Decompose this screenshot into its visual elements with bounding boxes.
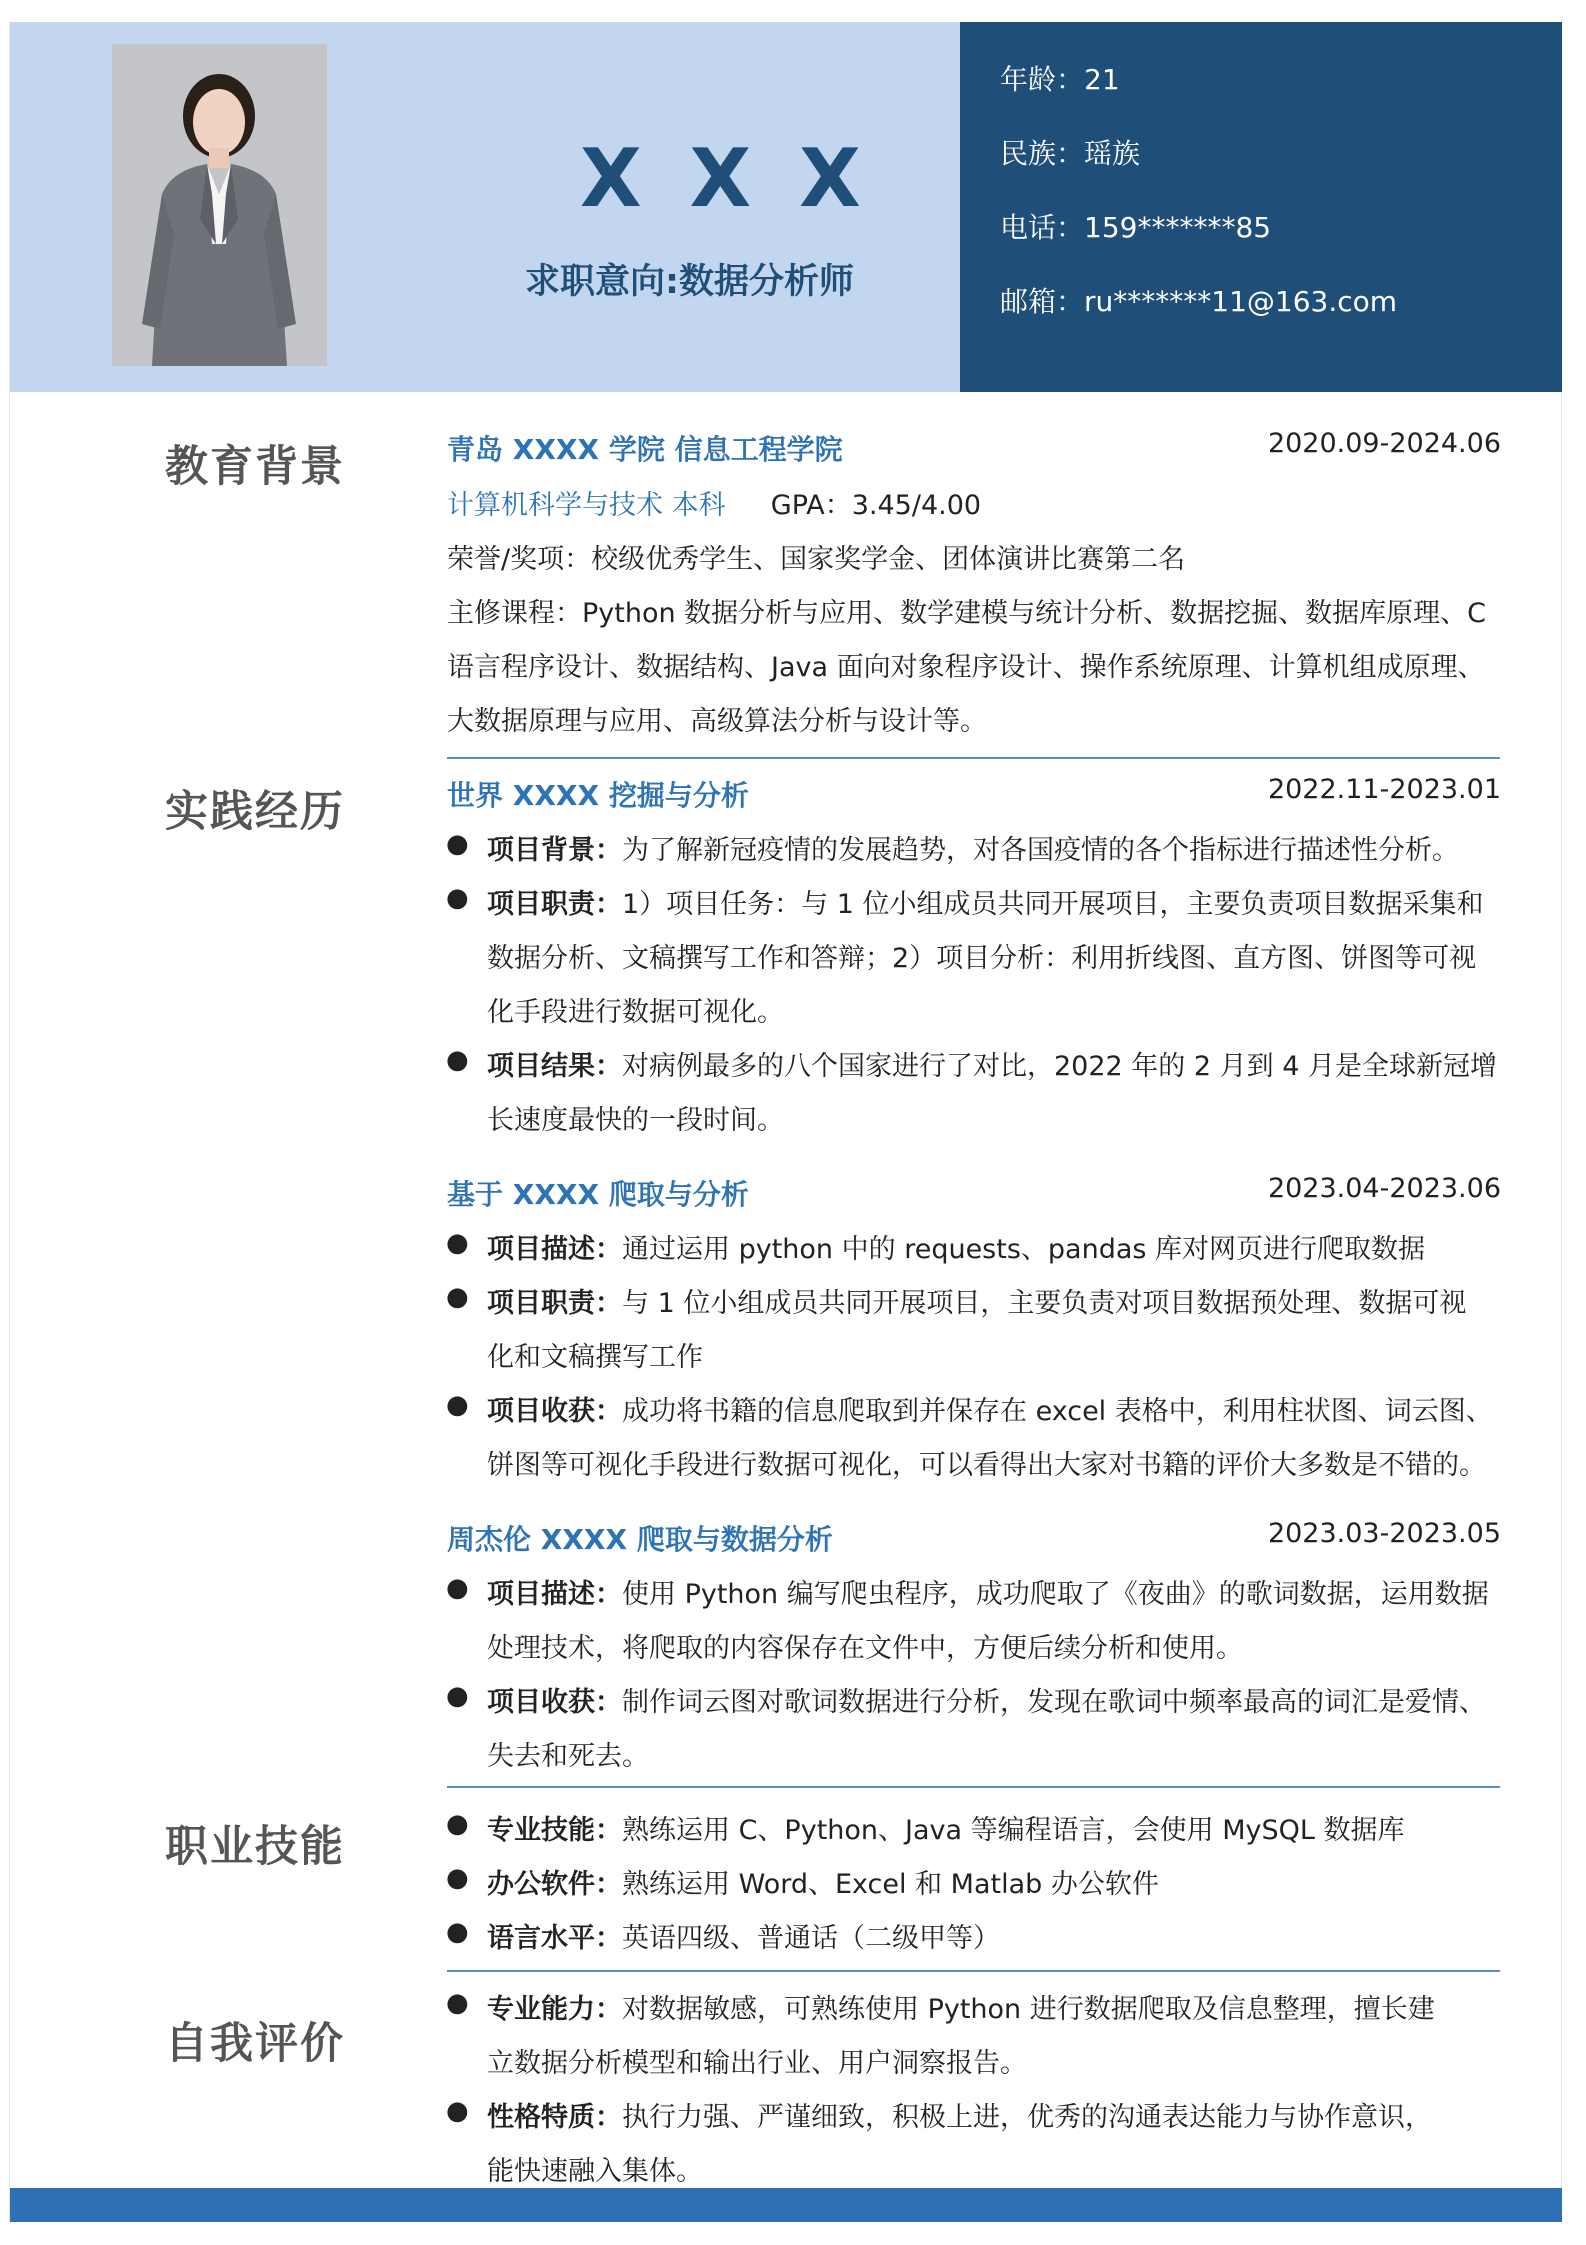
- item-text-continued: 能快速融入集体。: [487, 2156, 703, 2187]
- project-title: 基于 XXXX 爬取与分析: [447, 1178, 749, 1211]
- bullet-icon: ●: [446, 1573, 469, 1603]
- education-major: 计算机科学与技术 本科: [447, 490, 726, 521]
- item-text: 使用 Python 编写爬虫程序，成功爬取了《夜曲》的歌词数据，运用数据: [622, 1579, 1489, 1610]
- item-text-continued: 失去和死去。: [487, 1741, 649, 1772]
- section-divider: [447, 757, 1500, 759]
- item-text-continued: 立数据分析模型和输出行业、用户洞察报告。: [487, 2048, 1027, 2079]
- project-item: [487, 1389, 1493, 1428]
- bullet-icon: ●: [446, 883, 469, 913]
- self-eval-item: [487, 1987, 1435, 2026]
- education-major-row: [447, 483, 981, 522]
- item-label: 专业能力：: [487, 1994, 622, 2025]
- project-date: 2023.03-2023.05: [1267, 1518, 1501, 1549]
- section-title-self-eval: 自我评价: [165, 2019, 345, 2069]
- education-date: 2020.09-2024.06: [1267, 428, 1501, 459]
- item-label: 项目收获：: [487, 1396, 622, 1427]
- project-item: [487, 1227, 1425, 1266]
- item-label: 项目描述：: [487, 1234, 622, 1265]
- item-text-continued: 化手段进行数据可视化。: [487, 997, 784, 1028]
- item-label: 项目背景：: [487, 835, 622, 866]
- info-age: 年龄：21: [1000, 63, 1120, 96]
- item-text-continued: 饼图等可视化手段进行数据可视化，可以看得出大家对书籍的评价大多数是不错的。: [487, 1450, 1486, 1481]
- item-text-continued: 长速度最快的一段时间。: [487, 1105, 784, 1136]
- item-text: 英语四级、普通话（二级甲等）: [622, 1923, 1000, 1954]
- bullet-icon: ●: [446, 1809, 469, 1839]
- item-text-continued: 处理技术，将爬取的内容保存在文件中，方便后续分析和使用。: [487, 1633, 1243, 1664]
- project-item: [487, 1044, 1497, 1083]
- item-label: 语言水平：: [487, 1923, 622, 1954]
- self-eval-item: [487, 2095, 1432, 2134]
- job-intent: 求职意向:数据分析师: [525, 262, 854, 302]
- project-item: [487, 1281, 1466, 1320]
- bullet-icon: ●: [446, 1917, 469, 1947]
- education-courses-line: 主修课程：Python 数据分析与应用、数学建模与统计分析、数据挖掘、数据库原理、C: [447, 598, 1487, 629]
- item-text: 与 1 位小组成员共同开展项目，主要负责对项目数据预处理、数据可视: [622, 1288, 1467, 1319]
- item-text: 熟练运用 C、Python、Java 等编程语言，会使用 MySQL 数据库: [622, 1815, 1405, 1846]
- bullet-icon: ●: [446, 1282, 469, 1312]
- project-date: 2022.11-2023.01: [1267, 774, 1501, 805]
- item-label: 专业技能：: [487, 1815, 622, 1846]
- person-photo-icon: [112, 44, 327, 366]
- item-text: 通过运用 python 中的 requests、pandas 库对网页进行爬取数据: [622, 1234, 1426, 1265]
- profile-photo: [112, 44, 327, 366]
- item-text: 制作词云图对歌词数据进行分析，发现在歌词中频率最高的词汇是爱情、: [622, 1687, 1486, 1718]
- item-label: 项目职责：: [487, 1288, 622, 1319]
- info-email: 邮箱：ru*******11@163.com: [1000, 285, 1398, 318]
- item-text-continued: 数据分析、文稿撰写工作和答辩；2）项目分析：利用折线图、直方图、饼图等可视: [487, 943, 1477, 974]
- section-title-practice: 实践经历: [165, 787, 345, 837]
- candidate-name: X X X: [580, 132, 871, 225]
- item-label: 项目收获：: [487, 1687, 622, 1718]
- bullet-icon: ●: [446, 1390, 469, 1420]
- skill-item: [487, 1862, 1159, 1901]
- info-ethnicity: 民族：瑶族: [1000, 137, 1141, 170]
- section-divider: [447, 1786, 1500, 1788]
- item-text: 为了解新冠疫情的发展趋势，对各国疫情的各个指标进行描述性分析。: [622, 835, 1459, 866]
- skill-item: [487, 1916, 1000, 1955]
- item-label: 项目描述：: [487, 1579, 622, 1610]
- project-item: [487, 882, 1484, 921]
- bullet-icon: ●: [446, 1228, 469, 1258]
- education-school: 青岛 XXXX 学院 信息工程学院: [447, 433, 843, 466]
- item-text: 对数据敏感，可熟练使用 Python 进行数据爬取及信息整理，擅长建: [622, 1994, 1435, 2025]
- header-left-panel: [10, 22, 960, 392]
- section-title-skills: 职业技能: [165, 1822, 345, 1872]
- education-gpa: GPA：3.45/4.00: [770, 490, 982, 521]
- education-courses-line: 语言程序设计、数据结构、Java 面向对象程序设计、操作系统原理、计算机组成原理、: [447, 652, 1485, 683]
- section-title-education: 教育背景: [165, 442, 345, 492]
- item-label: 性格特质：: [487, 2102, 622, 2133]
- bullet-icon: ●: [446, 1681, 469, 1711]
- bullet-icon: ●: [446, 1863, 469, 1893]
- item-text: 执行力强、严谨细致，积极上进，优秀的沟通表达能力与协作意识，: [622, 2102, 1432, 2133]
- item-text: 对病例最多的八个国家进行了对比，2022 年的 2 月到 4 月是全球新冠增: [622, 1051, 1497, 1082]
- project-title: 周杰伦 XXXX 爬取与数据分析: [447, 1523, 833, 1556]
- item-text: 熟练运用 Word、Excel 和 Matlab 办公软件: [622, 1869, 1159, 1900]
- resume-header: [10, 22, 1562, 392]
- bullet-icon: ●: [446, 1045, 469, 1075]
- info-phone: 电话：159*******85: [1000, 211, 1272, 244]
- project-item: [487, 1572, 1489, 1611]
- item-text-continued: 化和文稿撰写工作: [487, 1342, 703, 1373]
- bullet-icon: ●: [446, 829, 469, 859]
- education-courses-line: 大数据原理与应用、高级算法分析与设计等。: [447, 706, 987, 737]
- item-label: 项目职责：: [487, 889, 622, 920]
- project-item: [487, 828, 1459, 867]
- item-text: 成功将书籍的信息爬取到并保存在 excel 表格中，利用柱状图、词云图、: [622, 1396, 1493, 1427]
- bullet-icon: ●: [446, 1988, 469, 2018]
- bullet-icon: ●: [446, 2096, 469, 2126]
- item-label: 办公软件：: [487, 1869, 622, 1900]
- education-honors: 荣誉/奖项：校级优秀学生、国家奖学金、团体演讲比赛第二名: [447, 544, 1186, 575]
- item-text: 1）项目任务：与 1 位小组成员共同开展项目，主要负责项目数据采集和: [622, 889, 1484, 920]
- project-item: [487, 1680, 1486, 1719]
- skill-item: [487, 1808, 1405, 1847]
- project-title: 世界 XXXX 挖掘与分析: [447, 779, 749, 812]
- item-label: 项目结果：: [487, 1051, 622, 1082]
- footer-bar: [10, 2188, 1562, 2222]
- project-date: 2023.04-2023.06: [1267, 1173, 1501, 1204]
- section-divider: [447, 1970, 1500, 1972]
